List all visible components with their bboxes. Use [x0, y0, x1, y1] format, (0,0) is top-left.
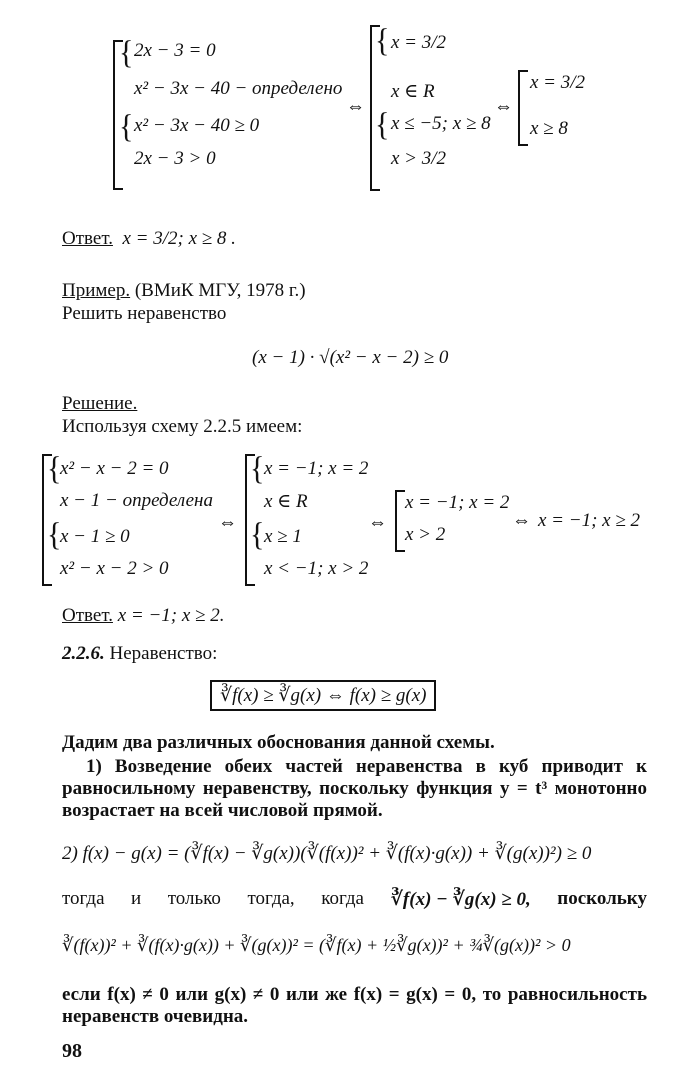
brace: {	[119, 34, 134, 71]
word: поскольку	[557, 888, 647, 909]
sys1-row: 2x − 3 = 0	[134, 40, 216, 61]
sys2-third-row: x = −1; x = 2	[405, 492, 510, 513]
sys2-mid-row: x ∈ R	[264, 491, 308, 512]
brace: {	[119, 108, 134, 145]
solution-label: Решение.	[62, 393, 138, 414]
third-bracket	[395, 490, 405, 552]
final-bracket	[518, 70, 528, 146]
sys1-final: x ≥ 8	[530, 118, 568, 139]
section-number: 2.2.6.	[62, 643, 105, 664]
sys1-mid-row: x > 3/2	[391, 148, 447, 169]
boxed-scheme: ∛f(x) ≥ ∛g(x) ⇔ f(x) ≥ g(x)	[210, 680, 436, 711]
example-task: Решить неравенство	[62, 303, 227, 324]
equiv-sign: ⇔	[512, 510, 531, 531]
example-source: (ВМиК МГУ, 1978 г.)	[134, 280, 306, 301]
example-inequality: (x − 1) · √(x² − x − 2) ≥ 0	[252, 347, 449, 368]
sys2-row: x² − x − 2 > 0	[60, 558, 169, 579]
word: тогда,	[247, 888, 295, 909]
point-2-formula: 2) f(x) − g(x) = (∛f(x) − ∛g(x))(∛(f(x))² + ∛(f(x)·g(x)) + ∛(g(x))²) ≥ 0	[62, 843, 592, 864]
brace: {	[375, 106, 390, 143]
point-2-identity: ∛(f(x))² + ∛(f(x)·g(x)) + ∛(g(x))² = (∛f(x) + ½∛g(x))² + ¾∛(g(x))² > 0	[62, 935, 571, 955]
answer-label: Ответ.	[62, 605, 113, 626]
answer-1	[62, 228, 236, 250]
example-label: Пример.	[62, 280, 131, 301]
sys1-row: x² − 3x − 40 − определено	[134, 78, 343, 99]
word: когда	[321, 888, 364, 909]
section-title: Неравенство:	[109, 643, 218, 664]
sys2-row: x − 1 ≥ 0	[60, 526, 130, 547]
answer-label: Ответ.	[62, 228, 113, 249]
brace: {	[250, 450, 265, 487]
answer-value: x = −1; x ≥ 2.	[117, 605, 225, 626]
equiv-sign: ⇔	[218, 512, 237, 533]
answer-value: x = 3/2; x ≥ 8 .	[122, 228, 236, 249]
sys1-final: x = 3/2	[530, 72, 586, 93]
point-2-line	[62, 888, 647, 911]
sys2-row: x² − x − 2 = 0	[60, 458, 169, 479]
sys1-mid-row: x = 3/2	[391, 32, 447, 53]
sys2-row: x − 1 − определена	[60, 490, 213, 511]
brace: {	[47, 516, 62, 553]
conclusion: если f(x) ≠ 0 или g(x) ≠ 0 или же f(x) = g(x) = 0, то равносильность неравенств очевидна.	[62, 984, 647, 1027]
equiv-sign: ⇔	[494, 96, 513, 117]
sys2-mid-row: x = −1; x = 2	[264, 458, 369, 479]
equiv-sign: ⇔	[346, 96, 365, 117]
section-heading	[62, 643, 217, 665]
sys1-row: 2x − 3 > 0	[134, 148, 216, 169]
solution-intro: Используя схему 2.2.5 имеем:	[62, 416, 303, 437]
brace: {	[250, 516, 265, 553]
sys2-mid-row: x ≥ 1	[264, 526, 302, 547]
brace: {	[47, 450, 62, 487]
brace: {	[375, 22, 390, 59]
sys2-third-row: x > 2	[405, 524, 446, 545]
condition: ∛f(x) − ∛g(x) ≥ 0,	[390, 889, 531, 910]
word: тогда	[62, 888, 105, 909]
sys1-mid-row: x ∈ R	[391, 81, 435, 102]
word: только	[167, 888, 221, 909]
sys1-row: x² − 3x − 40 ≥ 0	[134, 115, 260, 136]
example-header	[62, 280, 306, 302]
answer-2	[62, 605, 224, 627]
intro-text: Дадим два различных обоснования данной схемы.	[62, 732, 495, 753]
sys2-mid-row: x < −1; x > 2	[264, 558, 369, 579]
page-number: 98	[62, 1040, 82, 1062]
word: и	[131, 888, 142, 909]
equiv-sign: ⇔	[368, 512, 387, 533]
sys1-mid-row: x ≤ −5; x ≥ 8	[391, 113, 491, 134]
point-1: 1) Возведение обеих частей неравенства в куб приводит к равносильному неравенству, поскольку функция y = t³ монотонно возрастает на всей числовой прямой.	[62, 756, 647, 821]
sys2-final: x = −1; x ≥ 2	[538, 510, 641, 531]
